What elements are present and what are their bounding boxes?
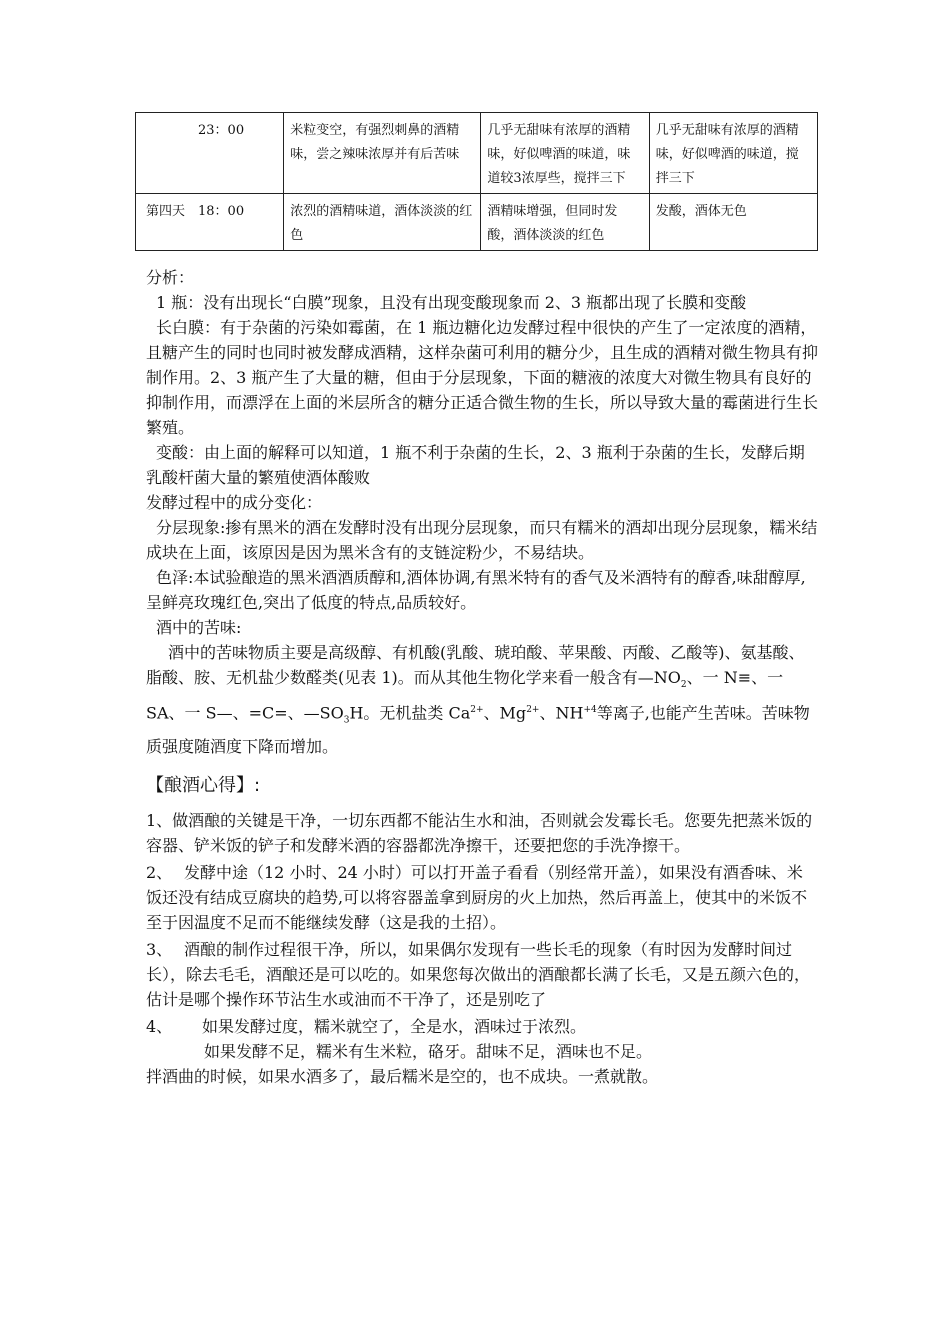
table-row <box>136 194 818 251</box>
list-item <box>146 860 818 935</box>
subscript: 3 <box>343 715 350 726</box>
table-row <box>136 113 818 194</box>
experience-heading: 【酿酒心得】: <box>146 774 261 796</box>
superscript: 2+ <box>470 705 484 716</box>
list-number: 4、 <box>146 1016 173 1036</box>
text: 、NH <box>539 703 584 723</box>
paragraph: 分层现象:掺有黑米的酒在发酵时没有出现分层现象，而只有糯米的酒却出现分层现象，糯米结成块在上面，该原因是因为黑米含有的支链淀粉少，不易结块。 <box>146 518 818 562</box>
list-text: 如果发酵过度，糯米就空了，全是水，酒味过于浓烈。 <box>202 1016 587 1036</box>
list-number: 2、 <box>146 862 173 882</box>
bottle2-cell: 几乎无甜味有浓厚的酒精味，好似啤酒的味道，味道较3浓厚些，搅拌三下 <box>481 113 649 194</box>
list-continuation: 拌酒曲的时候，如果水酒多了，最后糯米是空的，也不成块。一煮就散。 <box>146 1066 659 1086</box>
time-cell: 第四天 18：00 <box>136 194 284 251</box>
list-text: 发酵中途（12 小时、24 小时）可以打开盖子看看（别经常开盖），如果没有酒香味、米饭还没有结成豆腐块的趋势,可以将容器盖拿到厨房的火上加热，然后再盖上，使其中的米饭不至于因温度不足而不能继续发酵（这是我的土招）。 <box>146 862 808 932</box>
bottle3-cell: 发酸，酒体无色 <box>649 194 817 251</box>
paragraph-bitterness <box>146 640 818 759</box>
bottle3-cell: 几乎无甜味有浓厚的酒精味，好似啤酒的味道，搅拌三下 <box>649 113 817 194</box>
list-number: 3、 <box>146 939 173 959</box>
text: 等离子,也能产生苦味。苦味物质强度随酒度下降而增加。 <box>146 703 810 756</box>
bottle1-cell: 浓烈的酒精味道，酒体淡淡的红色 <box>284 194 481 251</box>
list-text: 酒酿的制作过程很干净，所以，如果偶尔发现有一些长毛的现象（有时因为发酵时间过长），除去毛毛，酒酿还是可以吃的。如果您每次做出的酒酿都长满了长毛，又是五颜六色的，估计是哪个操作环节沾生水或油而不干净了，还是别吃了 <box>146 939 811 1009</box>
list-item: 1、做酒酿的关键是干净，一切东西都不能沾生水和油，否则就会发霉长毛。您要先把蒸米饭的容器、铲米饭的铲子和发酵米酒的容器都洗净擦干，还要把您的手洗净擦干。 <box>146 810 813 855</box>
text: H。无机盐类 Ca <box>349 703 471 723</box>
time-text: 23：00 <box>198 123 245 138</box>
text: 、一 N≡、一 SA、一 S—、=C=、—SO <box>146 668 784 723</box>
text: 、Mg <box>483 703 527 723</box>
paragraph: 酒中的苦味: <box>156 618 242 637</box>
changes-heading: 发酵过程中的成分变化： <box>146 493 323 512</box>
list-item <box>146 937 818 1012</box>
superscript: +4 <box>583 705 597 716</box>
bottle2-cell: 酒精味增强，但同时发酸，酒体淡淡的红色 <box>481 194 649 251</box>
paragraph: 长白膜：有于杂菌的污染如霉菌，在 1 瓶边糖化边发酵过程中很快的产生了一定浓度的酒精，且糖产生的同时也同时被发酵成酒精，这样杂菌可利用的糖分少，且生成的酒精对微生物具有抑制作用。2、3 瓶产生了大量的糖，但由于分层现象，下面的糖液的浓度大对微生物具有良好的抑制作用，而漂浮在上面的米层所含的糖分正适合微生物的生长，所以导致大量的霉菌进行生长繁殖。 <box>146 318 819 437</box>
subscript: 2 <box>680 680 687 691</box>
text: 酒中的苦味物质主要是高级醇、有机酸(乳酸、琥珀酸、苹果酸、丙酸、乙酸等)、氨基酸、脂酸、胺、无机盐少数醛类(见表 1)。而从其他生物化学来看一般含有—NO <box>146 643 805 687</box>
document-body <box>146 265 818 1089</box>
analysis-heading: 分析： <box>146 268 195 287</box>
paragraph: 1 瓶：没有出现长“白膜”现象，且没有出现变酸现象而 2、3 瓶都出现了长膜和变酸 <box>156 293 747 312</box>
bottle1-cell: 米粒变空，有强烈刺鼻的酒精味，尝之辣味浓厚并有后苦味 <box>284 113 481 194</box>
observation-table <box>135 112 818 251</box>
paragraph: 变酸：由上面的解释可以知道，1 瓶不利于杂菌的生长，2、3 瓶利于杂菌的生长，发酵后期乳酸杆菌大量的繁殖使酒体酸败 <box>146 443 805 487</box>
list-continuation: 如果发酵不足，糯米有生米粒，硌牙。甜味不足，酒味也不足。 <box>204 1041 653 1061</box>
list-item <box>146 1014 818 1039</box>
superscript: 2+ <box>526 705 540 716</box>
time-cell <box>136 113 284 194</box>
paragraph: 色泽:本试验酿造的黑米酒酒质醇和,酒体协调,有黑米特有的香气及米酒特有的醇香,味甜醇厚,呈鲜亮玫瑰红色,突出了低度的特点,品质较好。 <box>146 568 806 612</box>
